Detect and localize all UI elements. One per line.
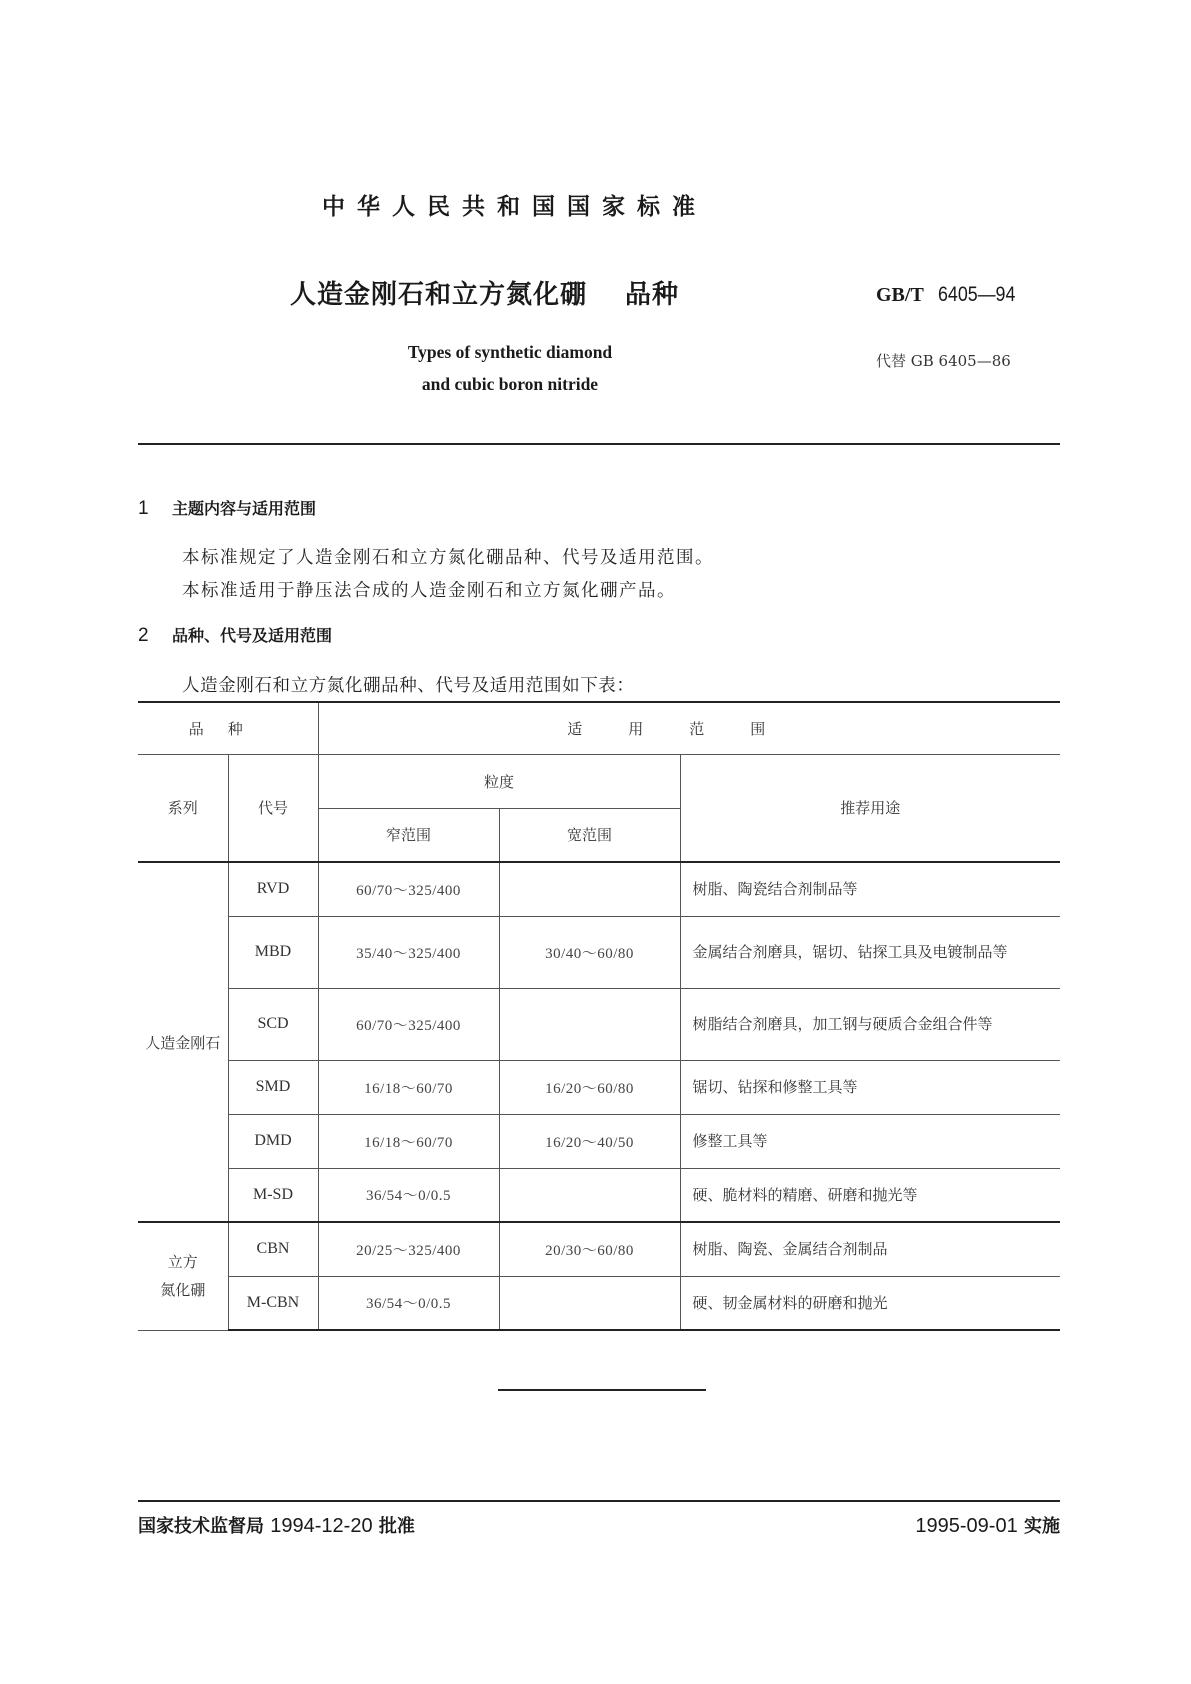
wide-range-cell <box>499 1276 680 1330</box>
footer-divider <box>138 1500 1060 1502</box>
header-scope: 适用范围 <box>318 702 1060 754</box>
section-2-heading <box>138 623 332 647</box>
implementation-info <box>915 1512 1060 1538</box>
wide-range-cell <box>499 988 680 1060</box>
english-title-line-1: Types of synthetic diamond <box>407 342 613 362</box>
wide-range-cell: 20/30～60/80 <box>499 1222 680 1276</box>
header-code: 代号 <box>228 754 318 862</box>
header-wide-range: 宽范围 <box>499 808 680 862</box>
code-cell: CBN <box>228 1222 318 1276</box>
table-row <box>138 862 1060 916</box>
section-number: 2 <box>138 625 149 646</box>
series-synthetic-diamond: 人造金刚石 <box>138 862 228 1222</box>
document-title <box>290 274 679 311</box>
narrow-range-cell: 36/54～0/0.5 <box>318 1168 499 1222</box>
table-header-row-2 <box>138 754 1060 808</box>
section-2-paragraph-1: 人造金刚石和立方氮化硼品种、代号及适用范围如下表： <box>182 676 635 696</box>
narrow-range-cell: 20/25～325/400 <box>318 1222 499 1276</box>
table-row <box>138 988 1060 1060</box>
english-title-line-2: and cubic boron nitride <box>421 374 599 394</box>
series-cubic-boron-nitride <box>138 1222 228 1330</box>
narrow-range-cell: 16/18～60/70 <box>318 1114 499 1168</box>
replaces-note: 代替 GB 6405—86 <box>876 352 1011 370</box>
table-row <box>138 916 1060 988</box>
section-number: 1 <box>138 498 149 519</box>
recommended-use-cell: 树脂、陶瓷、金属结合剂制品 <box>680 1222 1060 1276</box>
recommended-use-cell: 锯切、钻探和修整工具等 <box>680 1060 1060 1114</box>
section-1-heading <box>138 496 316 520</box>
code-cell: DMD <box>228 1114 318 1168</box>
standard-prefix: GB/T <box>876 284 924 306</box>
end-of-text-rule <box>498 1389 706 1391</box>
code-cell: M-CBN <box>228 1276 318 1330</box>
narrow-range-cell: 60/70～325/400 <box>318 862 499 916</box>
code-cell: RVD <box>228 862 318 916</box>
section-1-paragraph-1: 本标准规定了人造金刚石和立方氮化硼品种、代号及适用范围。 <box>182 548 714 568</box>
approval-label: 批准 <box>378 1516 415 1537</box>
implementation-label: 实施 <box>1024 1516 1060 1537</box>
section-1-paragraph-2: 本标准适用于静压法合成的人造金刚石和立方氮化硼产品。 <box>182 581 676 601</box>
wide-range-cell <box>499 862 680 916</box>
code-cell: SMD <box>228 1060 318 1114</box>
recommended-use-cell: 树脂结合剂磨具，加工钢与硬质合金组合件等 <box>680 988 1060 1060</box>
table-row <box>138 1276 1060 1330</box>
approval-date: 1994-12-20 <box>270 1515 373 1537</box>
code-cell: SCD <box>228 988 318 1060</box>
recommended-use-cell: 金属结合剂磨具，锯切、钻探工具及电镀制品等 <box>680 916 1060 988</box>
code-cell: M-SD <box>228 1168 318 1222</box>
wide-range-cell: 16/20～60/80 <box>499 1060 680 1114</box>
standard-number <box>876 282 1029 307</box>
table-row <box>138 1168 1060 1222</box>
recommended-use-cell: 硬、韧金属材料的研磨和抛光 <box>680 1276 1060 1330</box>
recommended-use-cell: 硬、脆材料的精磨、研磨和抛光等 <box>680 1168 1060 1222</box>
series-line-2: 氮化硼 <box>160 1281 206 1300</box>
wide-range-cell: 16/20～40/50 <box>499 1114 680 1168</box>
approving-authority: 国家技术监督局 <box>138 1516 264 1537</box>
header-variety: 品种 <box>138 702 318 754</box>
wide-range-cell <box>499 1168 680 1222</box>
section-title: 品种、代号及适用范围 <box>172 626 333 645</box>
wide-range-cell: 30/40～60/80 <box>499 916 680 988</box>
types-table <box>138 701 1060 1331</box>
narrow-range-cell: 16/18～60/70 <box>318 1060 499 1114</box>
header-recommended-use: 推荐用途 <box>680 754 1060 862</box>
series-line-1: 立方 <box>167 1253 198 1272</box>
header-grain-size: 粒度 <box>318 754 680 808</box>
english-title <box>360 336 660 400</box>
national-standard-heading: 中华人民共和国国家标准 <box>322 194 707 220</box>
table-row <box>138 1222 1060 1276</box>
title-sub: 品种 <box>625 280 680 310</box>
recommended-use-cell: 修整工具等 <box>680 1114 1060 1168</box>
narrow-range-cell: 36/54～0/0.5 <box>318 1276 499 1330</box>
header-narrow-range: 窄范围 <box>318 808 499 862</box>
table-row <box>138 1114 1060 1168</box>
section-title: 主题内容与适用范围 <box>172 499 317 518</box>
table-row <box>138 1060 1060 1114</box>
narrow-range-cell: 35/40～325/400 <box>318 916 499 988</box>
code-cell: MBD <box>228 916 318 988</box>
narrow-range-cell: 60/70～325/400 <box>318 988 499 1060</box>
recommended-use-cell: 树脂、陶瓷结合剂制品等 <box>680 862 1060 916</box>
header-series: 系列 <box>138 754 228 862</box>
approval-info <box>138 1512 415 1538</box>
standard-code: 6405—94 <box>937 283 1016 306</box>
title-main: 人造金刚石和立方氮化硼 <box>290 280 588 310</box>
implementation-date: 1995-09-01 <box>915 1515 1018 1537</box>
header-divider <box>138 443 1060 445</box>
table-header-row-1 <box>138 702 1060 754</box>
